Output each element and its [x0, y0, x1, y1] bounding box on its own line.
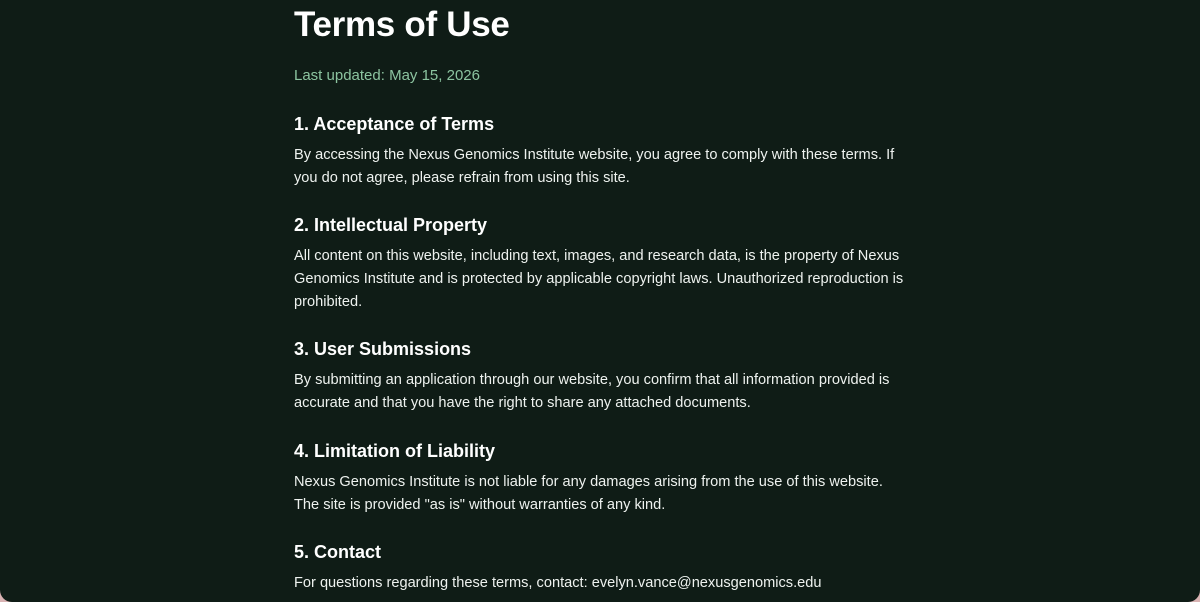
section-body-acceptance: By accessing the Nexus Genomics Institute website, you agree to comply with these terms. If you do not agree, please refrain from using this site. [294, 147, 895, 186]
section-heading-acceptance: 1. Acceptance of Terms [294, 114, 495, 134]
section-body-intellectual-property: All content on this website, including text, images, and research data, is the property of Nexus Genomics Institute and is protected by applicable copyright laws. Unauthorized reproduction is prohibited. [294, 248, 904, 310]
section-heading-contact: 5. Contact [294, 542, 382, 562]
section-body-user-submissions: By submitting an application through our website, you confirm that all information provided is accurate and that you have the right to share any attached documents. [294, 372, 890, 411]
section-heading-user-submissions: 3. User Submissions [294, 339, 472, 359]
section-heading-limitation-of-liability: 4. Limitation of Liability [294, 441, 496, 461]
page-title: Terms of Use [294, 5, 510, 44]
section-body-contact: For questions regarding these terms, contact: evelyn.vance@nexusgenomics.edu [294, 575, 822, 591]
section-heading-intellectual-property: 2. Intellectual Property [294, 215, 488, 235]
last-updated-text: Last updated: May 15, 2026 [294, 67, 480, 84]
section-body-limitation-of-liability: Nexus Genomics Institute is not liable for any damages arising from the use of this website. The site is provided "as is" without warranties of any kind. [294, 474, 883, 513]
